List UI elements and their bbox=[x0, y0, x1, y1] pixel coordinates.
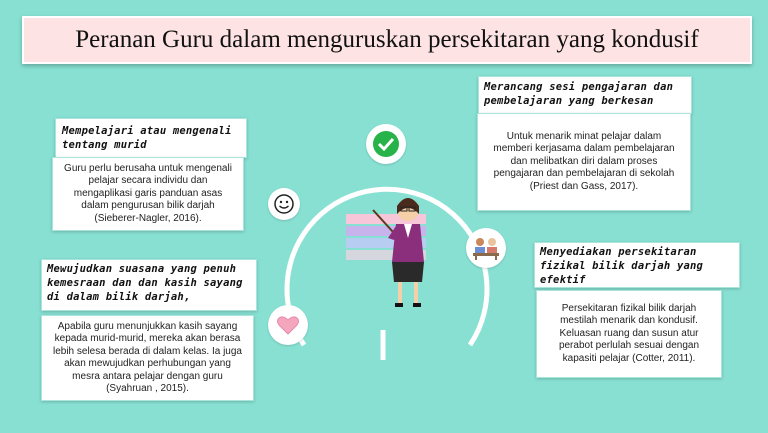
heading-bottom-left: Mewujudkan suasana yang penuh kemesraan dan dan kasih sayang di dalam bilik darjah, bbox=[47, 263, 243, 303]
heart-icon bbox=[268, 305, 308, 345]
students-icon bbox=[466, 228, 506, 268]
page-title: Peranan Guru dalam menguruskan persekitaran yang kondusif bbox=[75, 26, 699, 53]
checkmark-icon bbox=[366, 124, 406, 164]
heading-top-left: Mempelajari atau mengenali tentang murid bbox=[62, 125, 232, 151]
heading-bottom-right: Menyediakan persekitaran fizikal bilik darjah yang efektif bbox=[540, 246, 704, 286]
heading-top-right: Merancang sesi pengajaran dan pembelajaran yang berkesan bbox=[484, 81, 674, 107]
body-top-right: Untuk menarik minat pelajar dalam memberi kerjasama dalam pembelajaran dan melibatkan diri dalam proses pengajaran dan pembelajaran di sekolah (Priest dan Gass, 2017). bbox=[477, 113, 691, 211]
body-bottom-left: Apabila guru menunjukkan kasih sayang kepada murid-murid, mereka akan berasa lebih selesa berada di dalam kelas. Ia juga akan mewujudkan perhubungan yang mesra antara pelajar dengan guru (Syahruan , 2015). bbox=[41, 315, 254, 401]
cycle-arc bbox=[287, 189, 487, 345]
body-bottom-right: Persekitaran fizikal bilik darjah mestilah menarik dan kondusif. Keluasan ruang dan susun atur perabot perlulah sesuai dengan kapasiti pelajar (Cotter, 2011). bbox=[536, 290, 722, 378]
smiley-icon bbox=[268, 188, 300, 220]
body-top-left: Guru perlu berusaha untuk mengenali pelajar secara individu dan mengaplikasi garis panduan asas dalam pengurusan bilik darjah (Sieberer-Nagler, 2016). bbox=[52, 157, 244, 231]
